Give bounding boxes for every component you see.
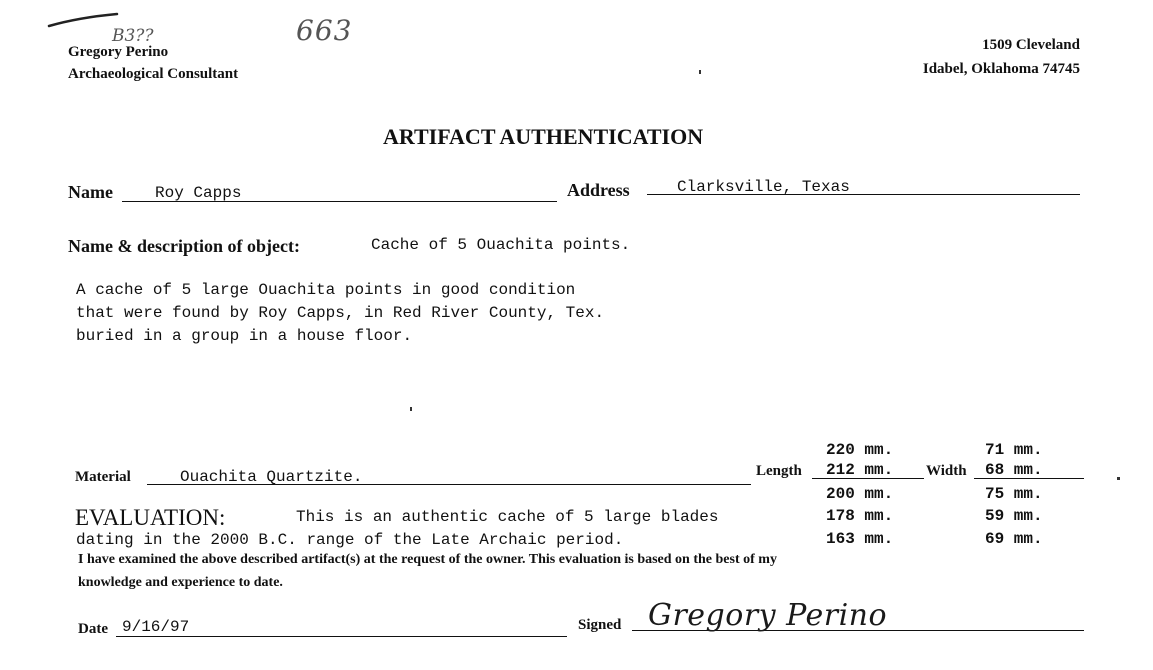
address-city: Idabel, Oklahoma 74745 [922,61,1080,77]
material-value: Ouachita Quartzite. [180,468,363,486]
description-line-1: A cache of 5 large Ouachita points in good condition [76,281,576,299]
name-label: Name [68,182,113,202]
description-line-3: buried in a group in a house floor. [76,327,413,345]
width-value-3: 75 mm. [985,485,1043,503]
date-value: 9/16/97 [122,618,190,636]
scan-speck [1117,477,1120,480]
address-street: 1509 Cleveland [982,37,1080,53]
name-value: Roy Capps [155,184,242,202]
length-value-2: 212 mm. [826,461,894,479]
width-value-5: 69 mm. [985,530,1043,548]
date-label: Date [78,621,108,637]
width-label: Width [926,463,967,479]
length-label: Length [756,463,802,479]
material-label: Material [75,469,131,485]
statement-line-1: I have examined the above described artifact(s) at the request of the owner. This evaluation is based on the best of my [78,552,777,567]
address-value: Clarksville, Texas [677,178,850,196]
length-value-1: 220 mm. [826,441,894,459]
width-value-1: 71 mm. [985,441,1043,459]
evaluation-label: EVALUATION: [75,505,226,530]
handwritten-code: B3?? [112,26,154,46]
width-value-2: 68 mm. [985,461,1043,479]
length-value-3: 200 mm. [826,485,894,503]
handwritten-number: 663 [296,14,353,47]
signature: Gregory Perino [648,598,888,633]
scan-speck [410,407,412,411]
address-label: Address [567,180,630,200]
consultant-title: Archaeological Consultant [68,66,239,82]
evaluation-line-1: This is an authentic cache of 5 large blades [296,508,719,526]
description-line-2: that were found by Roy Capps, in Red River County, Tex. [76,304,605,322]
consultant-name: Gregory Perino [68,44,169,60]
statement-line-2: knowledge and experience to date. [78,575,283,590]
length-value-5: 163 mm. [826,530,894,548]
evaluation-line-2: dating in the 2000 B.C. range of the Late Archaic period. [76,531,624,549]
width-value-4: 59 mm. [985,507,1043,525]
date-underline [116,636,567,637]
scan-speck [699,70,701,74]
signed-label: Signed [578,617,622,633]
object-value: Cache of 5 Ouachita points. [371,236,631,254]
object-label: Name & description of object: [68,236,300,256]
length-value-4: 178 mm. [826,507,894,525]
form-heading: ARTIFACT AUTHENTICATION [383,124,704,149]
